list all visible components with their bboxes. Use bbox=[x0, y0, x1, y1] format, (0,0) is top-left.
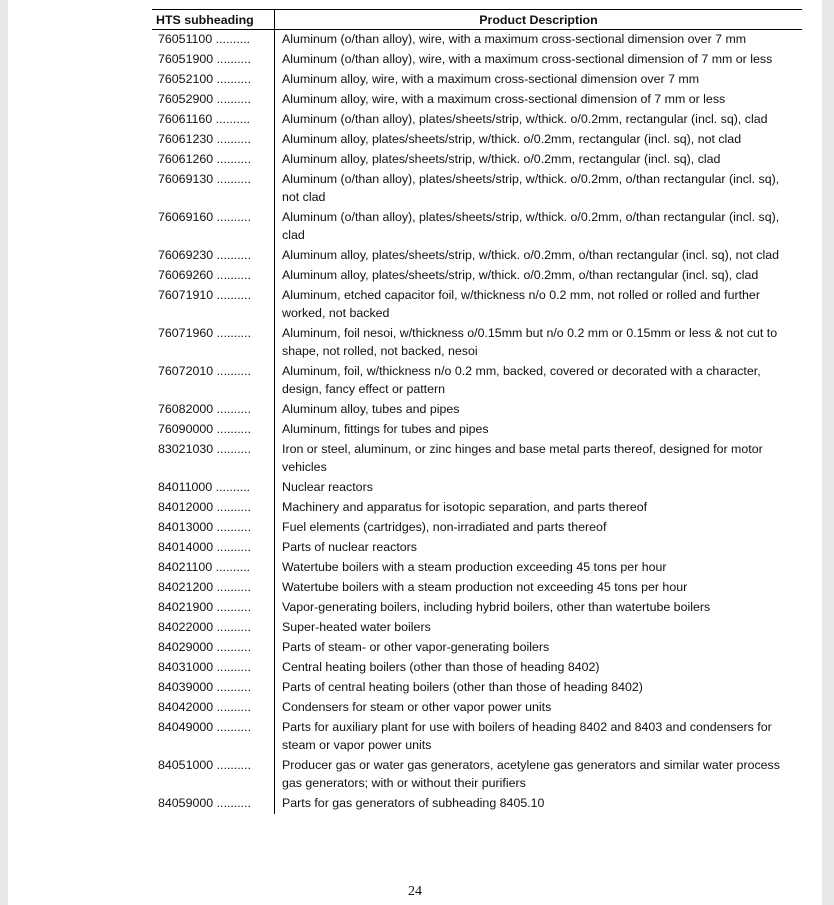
product-description: Aluminum (o/than alloy), plates/sheets/strip, w/thick. o/0.2mm, rectangular (incl. sq), clad bbox=[282, 112, 768, 126]
hts-code-cell bbox=[152, 538, 275, 558]
table-row bbox=[152, 324, 802, 362]
table-row bbox=[152, 718, 802, 756]
hts-table bbox=[152, 9, 802, 814]
product-description: Aluminum (o/than alloy), plates/sheets/strip, w/thick. o/0.2mm, o/than rectangular (incl. sq), not clad bbox=[282, 172, 780, 204]
hts-code: 76051100 ..... bbox=[158, 32, 250, 46]
product-description: Aluminum alloy, plates/sheets/strip, w/thick. o/0.2mm, rectangular (incl. sq), clad bbox=[282, 152, 721, 166]
hts-code-cell bbox=[152, 638, 275, 658]
table-row bbox=[152, 698, 802, 718]
product-description: Aluminum (o/than alloy), plates/sheets/strip, w/thick. o/0.2mm, o/than rectangular (incl. sq), clad bbox=[282, 210, 780, 242]
hts-code: 84014000 ..... bbox=[158, 540, 251, 554]
hts-code: 76051900 ..... bbox=[158, 52, 251, 66]
hts-code: 83021030 ..... bbox=[158, 442, 251, 456]
table-row bbox=[152, 90, 802, 110]
hts-code-cell bbox=[152, 208, 275, 246]
hts-code-cell bbox=[152, 756, 275, 794]
hts-code-cell bbox=[152, 90, 275, 110]
hts-code-cell bbox=[152, 50, 275, 70]
page-number: 24 bbox=[408, 884, 422, 899]
hts-code-cell bbox=[152, 718, 275, 756]
hts-code-cell bbox=[152, 70, 275, 90]
hts-code-cell bbox=[152, 658, 275, 678]
hts-code: 76061160 ..... bbox=[158, 112, 250, 126]
hts-code: 76069230 ..... bbox=[158, 248, 251, 262]
product-description: Producer gas or water gas generators, acetylene gas generators and similar water process gas generators; with or without their purifiers bbox=[282, 758, 780, 790]
hts-code: 76061260 ..... bbox=[158, 152, 251, 166]
hts-code-cell bbox=[152, 150, 275, 170]
product-description: Aluminum, fittings for tubes and pipes bbox=[282, 422, 489, 436]
product-description: Aluminum alloy, wire, with a maximum cross-sectional dimension of 7 mm or less bbox=[282, 92, 726, 106]
product-description: Central heating boilers (other than those of heading 8402) bbox=[282, 660, 600, 674]
product-description: Aluminum alloy, plates/sheets/strip, w/thick. o/0.2mm, rectangular (incl. sq), not clad bbox=[282, 132, 742, 146]
table-row bbox=[152, 638, 802, 658]
hts-code: 76071960 ..... bbox=[158, 326, 251, 340]
table-row bbox=[152, 478, 802, 498]
product-description: Machinery and apparatus for isotopic separation, and parts thereof bbox=[282, 500, 648, 514]
hts-code-cell bbox=[152, 130, 275, 150]
hts-code: 84039000 ..... bbox=[158, 680, 251, 694]
hts-code-cell bbox=[152, 30, 275, 51]
hts-code-cell bbox=[152, 110, 275, 130]
hts-code: 76052100 ..... bbox=[158, 72, 251, 86]
hts-code: 84042000 ..... bbox=[158, 700, 251, 714]
table-row bbox=[152, 440, 802, 478]
table-row bbox=[152, 30, 802, 51]
hts-code: 84021900 ..... bbox=[158, 600, 251, 614]
product-description: Aluminum alloy, plates/sheets/strip, w/thick. o/0.2mm, o/than rectangular (incl. sq), not clad bbox=[282, 248, 779, 262]
product-description: Parts of central heating boilers (other than those of heading 8402) bbox=[282, 680, 643, 694]
hts-code-cell bbox=[152, 478, 275, 498]
hts-code: 84031000 ..... bbox=[158, 660, 251, 674]
hts-code: 84012000 ..... bbox=[158, 500, 251, 514]
table-row bbox=[152, 400, 802, 420]
hts-code: 76061230 ..... bbox=[158, 132, 251, 146]
product-description: Aluminum, etched capacitor foil, w/thickness n/o 0.2 mm, not rolled or rolled and further worked, not backed bbox=[282, 288, 760, 320]
hts-code-cell bbox=[152, 420, 275, 440]
product-description: Aluminum, foil, w/thickness n/o 0.2 mm, backed, covered or decorated with a character, design, fancy effect or pattern bbox=[282, 364, 761, 396]
hts-code-cell bbox=[152, 246, 275, 266]
table-row bbox=[152, 110, 802, 130]
hts-code: 76069260 ..... bbox=[158, 268, 251, 282]
table-row bbox=[152, 658, 802, 678]
product-description: Aluminum alloy, plates/sheets/strip, w/thick. o/0.2mm, o/than rectangular (incl. sq), clad bbox=[282, 268, 759, 282]
table-row bbox=[152, 130, 802, 150]
hts-code-cell bbox=[152, 518, 275, 538]
table-row bbox=[152, 170, 802, 208]
product-description: Parts for auxiliary plant for use with boilers of heading 8402 and 8403 and condensers for steam or vapor power units bbox=[282, 720, 772, 752]
product-description: Aluminum (o/than alloy), wire, with a maximum cross-sectional dimension over 7 mm bbox=[282, 32, 747, 46]
hts-code: 84011000 ..... bbox=[158, 480, 250, 494]
hts-code-cell bbox=[152, 678, 275, 698]
table-row bbox=[152, 266, 802, 286]
product-description: Vapor-generating boilers, including hybrid boilers, other than watertube boilers bbox=[282, 600, 711, 614]
product-description: Aluminum alloy, tubes and pipes bbox=[282, 402, 460, 416]
hts-code: 84051000 ..... bbox=[158, 758, 251, 772]
table-row bbox=[152, 498, 802, 518]
hts-code-cell bbox=[152, 170, 275, 208]
product-description: Aluminum alloy, wire, with a maximum cross-sectional dimension over 7 mm bbox=[282, 72, 700, 86]
table-row bbox=[152, 578, 802, 598]
hts-code-cell bbox=[152, 440, 275, 478]
product-description: Aluminum (o/than alloy), wire, with a maximum cross-sectional dimension of 7 mm or less bbox=[282, 52, 773, 66]
table-row bbox=[152, 618, 802, 638]
product-description: Iron or steel, aluminum, or zinc hinges and base metal parts thereof, designed for motor vehicles bbox=[282, 442, 763, 474]
table-row bbox=[152, 246, 802, 266]
hts-code-cell bbox=[152, 698, 275, 718]
hts-code: 76082000 ..... bbox=[158, 402, 251, 416]
product-description: Aluminum, foil nesoi, w/thickness o/0.15mm but n/o 0.2 mm or 0.15mm or less & not cut to shape, not rolled, not backed, nesoi bbox=[282, 326, 778, 358]
table-body bbox=[152, 30, 802, 815]
product-description: Super-heated water boilers bbox=[282, 620, 431, 634]
hts-code-cell bbox=[152, 324, 275, 362]
table-row bbox=[152, 70, 802, 90]
hts-code-cell bbox=[152, 498, 275, 518]
table-row bbox=[152, 538, 802, 558]
document-page bbox=[8, 0, 822, 905]
hts-code: 84021200 ..... bbox=[158, 580, 251, 594]
table-row bbox=[152, 150, 802, 170]
hts-code-cell bbox=[152, 400, 275, 420]
table-row bbox=[152, 678, 802, 698]
table-row bbox=[152, 518, 802, 538]
table-row bbox=[152, 286, 802, 324]
hts-code: 76072010 ..... bbox=[158, 364, 251, 378]
table-header-row bbox=[152, 10, 802, 30]
product-description: Parts of steam- or other vapor-generating boilers bbox=[282, 640, 550, 654]
product-description: Parts of nuclear reactors bbox=[282, 540, 417, 554]
hts-code: 76052900 ..... bbox=[158, 92, 251, 106]
table-row bbox=[152, 794, 802, 814]
hts-code: 84021100 ..... bbox=[158, 560, 250, 574]
table-row bbox=[152, 362, 802, 400]
hts-code-cell bbox=[152, 598, 275, 618]
column-header-product-description: Product Description bbox=[275, 10, 803, 30]
column-header-hts-subheading: HTS subheading bbox=[152, 10, 275, 30]
hts-code-cell bbox=[152, 362, 275, 400]
table-row bbox=[152, 420, 802, 440]
hts-code: 76090000 ..... bbox=[158, 422, 251, 436]
hts-code: 84049000 ..... bbox=[158, 720, 251, 734]
product-description: Nuclear reactors bbox=[282, 480, 373, 494]
hts-code: 84013000 ..... bbox=[158, 520, 251, 534]
hts-code: 84059000 ..... bbox=[158, 796, 251, 810]
product-description: Watertube boilers with a steam production exceeding 45 tons per hour bbox=[282, 560, 667, 574]
table-row bbox=[152, 50, 802, 70]
table-row bbox=[152, 598, 802, 618]
table-row bbox=[152, 756, 802, 794]
hts-code-cell bbox=[152, 266, 275, 286]
hts-code-cell bbox=[152, 558, 275, 578]
hts-code: 84022000 ..... bbox=[158, 620, 251, 634]
hts-code: 76071910 ..... bbox=[158, 288, 251, 302]
hts-code-cell bbox=[152, 578, 275, 598]
hts-code: 84029000 ..... bbox=[158, 640, 251, 654]
hts-code: 76069130 ..... bbox=[158, 172, 251, 186]
hts-code-cell bbox=[152, 286, 275, 324]
hts-code-cell bbox=[152, 618, 275, 638]
hts-code-cell bbox=[152, 794, 275, 814]
product-description: Fuel elements (cartridges), non-irradiated and parts thereof bbox=[282, 520, 607, 534]
product-description: Condensers for steam or other vapor power units bbox=[282, 700, 552, 714]
product-description: Watertube boilers with a steam production not exceeding 45 tons per hour bbox=[282, 580, 688, 594]
product-description: Parts for gas generators of subheading 8405.10 bbox=[282, 796, 545, 810]
table-row bbox=[152, 558, 802, 578]
hts-code: 76069160 ..... bbox=[158, 210, 251, 224]
table-row bbox=[152, 208, 802, 246]
